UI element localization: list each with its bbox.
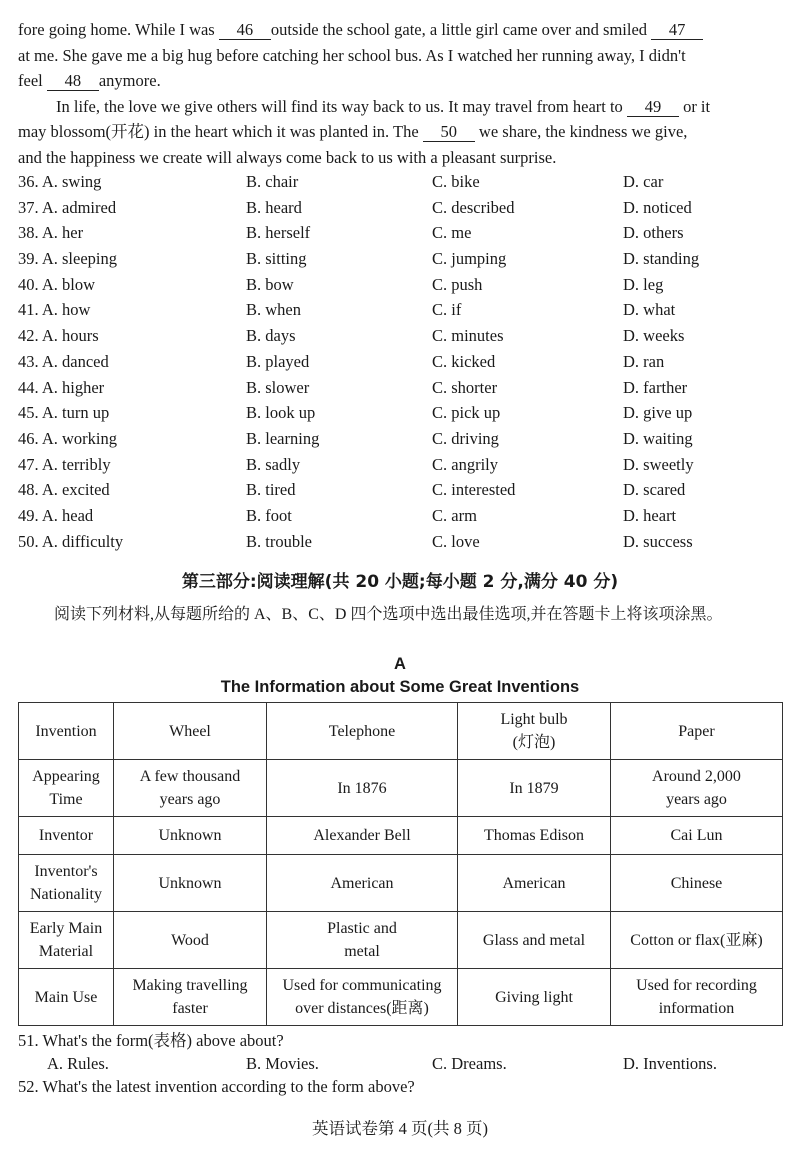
blank-46: 46 <box>219 21 271 40</box>
cloze-options <box>18 169 782 554</box>
option-row-46: 46. A. working B. learning C. driving D. waiting <box>18 428 693 448</box>
table-cell: Inventor's Nationality <box>19 855 114 912</box>
passage-label: A <box>394 655 406 673</box>
section-instructions: 阅读下列材料,从每题所给的 A、B、C、D 四个选项中选出最佳选项,并在答题卡上将该项涂黑。 <box>54 606 723 623</box>
question-51: 51. What's the form(表格) above about? <box>18 1031 284 1050</box>
table-cell: Wood <box>114 912 267 969</box>
option-row-47: 47. A. terribly B. sadly C. angrily D. sweetly <box>18 454 694 474</box>
question-51-option-c: C. Dreams. <box>432 1054 507 1073</box>
option-row-43: 43. A. danced B. played C. kicked D. ran <box>18 351 665 371</box>
passage-title: The Information about Some Great Inventions <box>220 678 580 696</box>
table-cell: Unknown <box>114 855 267 912</box>
table-cell: Light bulb (灯泡) <box>458 703 611 760</box>
table-cell: Unknown <box>114 817 267 855</box>
table-cell: Used for communicating over distances(距离) <box>267 969 458 1026</box>
table-row-main-use <box>19 969 783 1026</box>
question-52: 52. What's the latest invention according to the form above? <box>18 1077 415 1096</box>
blank-50: 50 <box>423 123 475 142</box>
table-cell: American <box>267 855 458 912</box>
option-row-50: 50. A. difficulty B. trouble C. love D. success <box>18 531 693 551</box>
question-51-option-d: D. Inventions. <box>623 1054 717 1073</box>
question-51-option-a: A. Rules. <box>47 1054 109 1073</box>
option-row-49: 49. A. head B. foot C. arm D. heart <box>18 505 677 525</box>
table-cell: Invention <box>19 703 114 760</box>
table-cell: Telephone <box>267 703 458 760</box>
passage-line-1: fore going home. While I was 46 outside the school gate, a little girl came over and smiled 47 <box>18 17 782 43</box>
table-row-appearing-time <box>19 760 783 817</box>
table-cell: Main Use <box>19 969 114 1026</box>
option-row-38: 38. A. her B. herself C. me D. others <box>18 223 684 243</box>
table-row-header <box>19 703 783 760</box>
passage-line-4: In life, the love we give others will find its way back to us. It may travel from heart to 49 or it <box>56 96 711 116</box>
table-cell: Thomas Edison <box>458 817 611 855</box>
question-51-option-b: B. Movies. <box>246 1054 319 1073</box>
blank-49: 49 <box>627 98 679 117</box>
table-cell: Around 2,000 years ago <box>611 760 783 817</box>
table-cell: Making travelling faster <box>114 969 267 1026</box>
option-row-37: 37. A. admired B. heard C. described D. noticed <box>18 197 692 217</box>
table-row-material <box>19 912 783 969</box>
option-row-42: 42. A. hours B. days C. minutes D. weeks <box>18 326 685 346</box>
table-cell: Inventor <box>19 817 114 855</box>
table-cell: Paper <box>611 703 783 760</box>
blank-47: 47 <box>651 21 703 40</box>
blank-48: 48 <box>47 72 99 91</box>
table-cell: Early Main Material <box>19 912 114 969</box>
option-row-48: 48. A. excited B. tired C. interested D. scared <box>18 480 686 500</box>
table-cell: Cai Lun <box>611 817 783 855</box>
table-cell: American <box>458 855 611 912</box>
table-cell: Plastic and metal <box>267 912 458 969</box>
passage-line-2: at me. She gave me a big hug before catching her school bus. As I watched her running away, I didn't <box>18 45 686 65</box>
section-title: 第三部分:阅读理解(共 20 小题;每小题 2 分,满分 40 分) <box>181 572 619 592</box>
option-row-45: 45. A. turn up B. look up C. pick up D. give up <box>18 403 693 423</box>
page-footer: 英语试卷第 4 页(共 8 页) <box>312 1119 488 1138</box>
option-row-44: 44. A. higher B. slower C. shorter D. farther <box>18 377 688 397</box>
option-row-40: 40. A. blow B. bow C. push D. leg <box>18 274 664 294</box>
passage-line-5: may blossom(开花) in the heart which it was planted in. The 50 we share, the kindness we give, <box>18 122 688 142</box>
inventions-table <box>18 702 783 1026</box>
table-cell: Glass and metal <box>458 912 611 969</box>
passage-line-3: feel 48 anymore. <box>18 71 161 91</box>
table-cell: Cotton or flax(亚麻) <box>611 912 783 969</box>
table-cell: Used for recording information <box>611 969 783 1026</box>
table-cell: Appearing Time <box>19 760 114 817</box>
table-row-nationality <box>19 855 783 912</box>
option-row-41: 41. A. how B. when C. if D. what <box>18 300 676 320</box>
table-cell: In 1879 <box>458 760 611 817</box>
table-cell: A few thousand years ago <box>114 760 267 817</box>
table-cell: Alexander Bell <box>267 817 458 855</box>
table-cell: Wheel <box>114 703 267 760</box>
table-cell: In 1876 <box>267 760 458 817</box>
table-row-inventor <box>19 817 783 855</box>
passage-line-6: and the happiness we create will always come back to us with a pleasant surprise. <box>18 148 557 167</box>
table-cell: Chinese <box>611 855 783 912</box>
table-cell: Giving light <box>458 969 611 1026</box>
option-row-39: 39. A. sleeping B. sitting C. jumping D. standing <box>18 249 700 269</box>
option-row-36: 36. A. swing B. chair C. bike D. car <box>18 172 664 191</box>
